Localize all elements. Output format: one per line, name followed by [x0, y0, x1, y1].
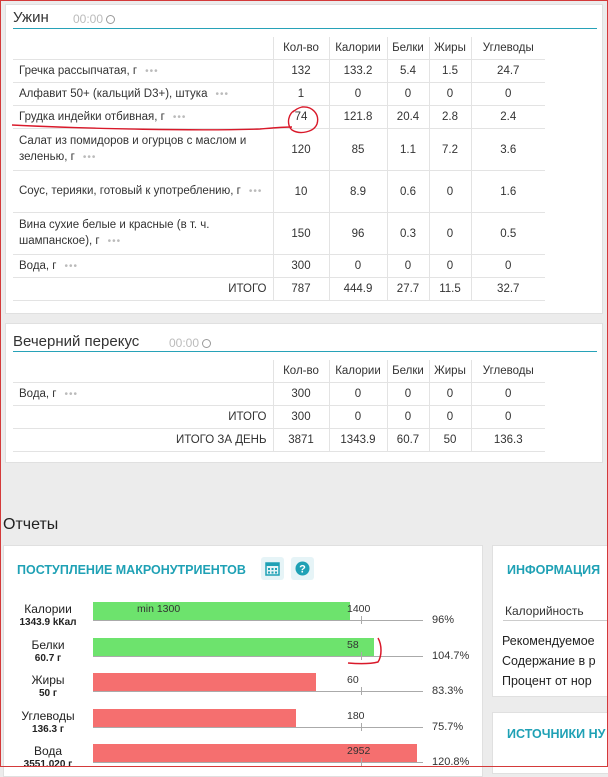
- fat-cell: 0: [429, 383, 471, 406]
- qty-cell: 3871: [273, 429, 329, 452]
- prot-cell: 0: [387, 83, 429, 106]
- info-line: Рекомендуемое: [502, 634, 595, 648]
- meal-time[interactable]: 00:00: [169, 336, 211, 350]
- meal-title: Ужин: [13, 9, 49, 26]
- help-button[interactable]: [291, 557, 314, 580]
- carb-cell: 2.4: [471, 106, 545, 129]
- column-header: Углеводы: [471, 37, 545, 60]
- target-value: 1400: [347, 603, 371, 615]
- meal-divider: [13, 28, 597, 29]
- more-icon[interactable]: •••: [248, 186, 263, 197]
- target-value: 2952: [347, 745, 371, 757]
- snack-panel: [5, 323, 603, 463]
- table-header-row: [13, 37, 545, 60]
- clock-icon: [106, 15, 115, 24]
- macro-value: 60.7 г: [34, 652, 62, 664]
- macro-name: Вода: [33, 744, 63, 758]
- food-name[interactable]: Грудка индейки отбивная, г: [19, 110, 165, 123]
- fat-cell: 0: [429, 171, 471, 213]
- qty-cell: 787: [273, 278, 329, 301]
- column-header: Жиры: [429, 360, 471, 383]
- fat-cell: 2.8: [429, 106, 471, 129]
- prot-cell: 27.7: [387, 278, 429, 301]
- macro-name: Жиры: [31, 673, 65, 687]
- target-tick: [361, 616, 362, 624]
- qty-cell[interactable]: 132: [273, 60, 329, 83]
- macro-value: 136.3 г: [32, 723, 64, 735]
- qty-cell: 300: [273, 406, 329, 429]
- more-icon[interactable]: •••: [82, 152, 97, 163]
- total-label: ИТОГО: [13, 406, 273, 429]
- sources-card-title: ИСТОЧНИКИ НУ: [507, 727, 606, 741]
- more-icon[interactable]: •••: [107, 236, 122, 247]
- qty-cell[interactable]: 120: [273, 129, 329, 171]
- macro-percent: 120.8%: [432, 756, 470, 768]
- info-card-title: ИНФОРМАЦИЯ: [507, 563, 601, 577]
- macro-percent: 75.7%: [432, 720, 464, 733]
- macro-axis: [93, 727, 423, 728]
- clock-icon: [202, 339, 211, 348]
- fat-cell: 11.5: [429, 278, 471, 301]
- help-icon: [291, 557, 314, 580]
- cal-cell: 8.9: [329, 171, 387, 213]
- macro-label: [10, 710, 86, 736]
- qty-cell[interactable]: 74: [273, 106, 329, 129]
- prot-cell: 0: [387, 406, 429, 429]
- macro-percent: 96%: [432, 614, 455, 626]
- food-name[interactable]: Алфавит 50+ (кальций D3+), штука: [19, 87, 208, 100]
- more-icon[interactable]: •••: [172, 111, 187, 123]
- cal-cell: 121.8: [329, 106, 387, 129]
- prot-cell: 20.4: [387, 106, 429, 129]
- column-header: Углеводы: [471, 360, 545, 383]
- min-value: min 1300: [137, 603, 181, 615]
- food-name[interactable]: Вина сухие белые и красные (в т. ч. шампанское), г: [19, 219, 210, 247]
- table-row[interactable]: [13, 60, 545, 83]
- macro-bar: [93, 638, 374, 656]
- macro-value: 3551.020 г: [23, 759, 73, 770]
- target-tick: [361, 687, 362, 695]
- fat-cell: 0: [429, 213, 471, 255]
- macro-label: [10, 745, 86, 771]
- more-icon[interactable]: •••: [215, 88, 229, 100]
- target-tick: [361, 652, 362, 660]
- cal-cell: 444.9: [329, 278, 387, 301]
- target-tick: [361, 758, 362, 766]
- more-icon[interactable]: •••: [64, 260, 79, 272]
- qty-cell[interactable]: 300: [273, 383, 329, 406]
- column-header: Жиры: [429, 37, 471, 60]
- info-card: [492, 545, 608, 697]
- more-icon[interactable]: •••: [64, 388, 79, 400]
- fat-cell: 1.5: [429, 60, 471, 83]
- info-line: Содержание в р: [502, 654, 596, 668]
- food-name[interactable]: Соус, терияки, готовый к употреблению, г: [19, 185, 241, 197]
- dinner-panel: [5, 4, 603, 314]
- snack-table: [13, 360, 545, 452]
- carb-cell: 32.7: [471, 278, 545, 301]
- table-row[interactable]: [13, 255, 545, 278]
- macro-card-title: ПОСТУПЛЕНИЕ МАКРОНУТРИЕНТОВ: [17, 563, 246, 577]
- total-row: [13, 406, 545, 429]
- prot-cell: 0.3: [387, 213, 429, 255]
- macro-axis: [93, 656, 423, 657]
- fat-cell: 0: [429, 406, 471, 429]
- macro-card: [3, 545, 483, 777]
- cal-cell: 133.2: [329, 60, 387, 83]
- column-header: Калории: [329, 360, 387, 383]
- prot-cell: 1.1: [387, 129, 429, 171]
- macro-bar: [93, 602, 350, 620]
- qty-cell[interactable]: 10: [273, 171, 329, 213]
- cal-cell: 0: [329, 406, 387, 429]
- cal-cell: 85: [329, 129, 387, 171]
- cal-cell: 1343.9: [329, 429, 387, 452]
- calendar-icon: [261, 557, 284, 580]
- calendar-button[interactable]: [261, 557, 284, 580]
- macro-value: 1343.9 kКал: [19, 617, 77, 628]
- macro-name: Белки: [31, 637, 65, 652]
- macro-axis: [93, 762, 423, 763]
- carb-cell: 3.6: [471, 129, 545, 171]
- macro-label: [10, 674, 86, 700]
- fat-cell: 0: [429, 83, 471, 106]
- carb-cell: 0: [471, 383, 545, 406]
- food-name[interactable]: Салат из помидоров и огурцов с маслом и зеленью, г: [19, 135, 247, 163]
- day-total-label: ИТОГО ЗА ДЕНЬ: [13, 429, 273, 452]
- column-header: Кол-во: [273, 37, 329, 60]
- carb-cell: 0: [471, 406, 545, 429]
- macro-axis: [93, 691, 423, 692]
- column-header: Белки: [387, 37, 429, 60]
- carb-cell: 1.6: [471, 171, 545, 213]
- macro-bar: [93, 673, 316, 691]
- food-name[interactable]: Вода, г: [19, 387, 57, 400]
- carb-cell: 0: [471, 255, 545, 278]
- tab-underline: [503, 620, 608, 621]
- table-row[interactable]: [13, 171, 545, 213]
- reports-title: Отчеты: [3, 516, 59, 533]
- cal-cell: 0: [329, 383, 387, 406]
- prot-cell: 0: [387, 383, 429, 406]
- fat-cell: 7.2: [429, 129, 471, 171]
- target-value: 180: [347, 709, 365, 722]
- info-line: Процент от нор: [502, 674, 592, 688]
- macro-value: 50 г: [38, 688, 58, 699]
- qty-cell[interactable]: 300: [273, 255, 329, 278]
- more-icon[interactable]: •••: [145, 65, 159, 77]
- prot-cell: 0.6: [387, 171, 429, 213]
- macro-axis: [93, 620, 423, 621]
- meal-title: Вечерний перекус: [13, 333, 140, 350]
- prot-cell: 0: [387, 255, 429, 278]
- macro-percent: 83.3%: [432, 685, 464, 697]
- table-row[interactable]: [13, 129, 545, 171]
- fat-cell: 50: [429, 429, 471, 452]
- carb-cell: 0.5: [471, 213, 545, 255]
- macro-name: Углеводы: [21, 708, 75, 723]
- macro-bar: [93, 709, 296, 727]
- day-total-row: [13, 429, 545, 452]
- column-header: Кол-во: [273, 360, 329, 383]
- cal-cell: 96: [329, 213, 387, 255]
- prot-cell: 60.7: [387, 429, 429, 452]
- macro-percent: 104.7%: [432, 649, 470, 662]
- carb-cell: 136.3: [471, 429, 545, 452]
- table-row[interactable]: [13, 83, 545, 106]
- table-row[interactable]: [13, 213, 545, 255]
- total-label: ИТОГО: [13, 278, 273, 301]
- target-value: 58: [347, 638, 359, 651]
- qty-cell[interactable]: 1: [273, 83, 329, 106]
- meal-time[interactable]: 00:00: [73, 12, 115, 26]
- meal-divider: [13, 351, 597, 352]
- dinner-table: [13, 37, 545, 301]
- carb-cell: 0: [471, 83, 545, 106]
- macro-label: [10, 603, 86, 629]
- sources-card: [492, 712, 608, 774]
- macro-label: [10, 639, 86, 665]
- fat-cell: 0: [429, 255, 471, 278]
- calorie-tab[interactable]: Калорийность: [505, 604, 584, 618]
- cal-cell: 0: [329, 83, 387, 106]
- food-name[interactable]: Гречка рассыпчатая, г: [19, 64, 138, 77]
- table-header-row: [13, 360, 545, 383]
- table-row[interactable]: [13, 383, 545, 406]
- target-tick: [361, 723, 362, 731]
- table-row[interactable]: [13, 106, 545, 129]
- qty-cell[interactable]: 150: [273, 213, 329, 255]
- macro-name: Калории: [24, 602, 72, 616]
- total-row: [13, 278, 545, 301]
- food-name[interactable]: Вода, г: [19, 259, 57, 272]
- prot-cell: 5.4: [387, 60, 429, 83]
- column-header: Калории: [329, 37, 387, 60]
- column-header: Белки: [387, 360, 429, 383]
- target-value: 60: [347, 674, 359, 686]
- svg-text:?: ?: [299, 563, 306, 576]
- carb-cell: 24.7: [471, 60, 545, 83]
- cal-cell: 0: [329, 255, 387, 278]
